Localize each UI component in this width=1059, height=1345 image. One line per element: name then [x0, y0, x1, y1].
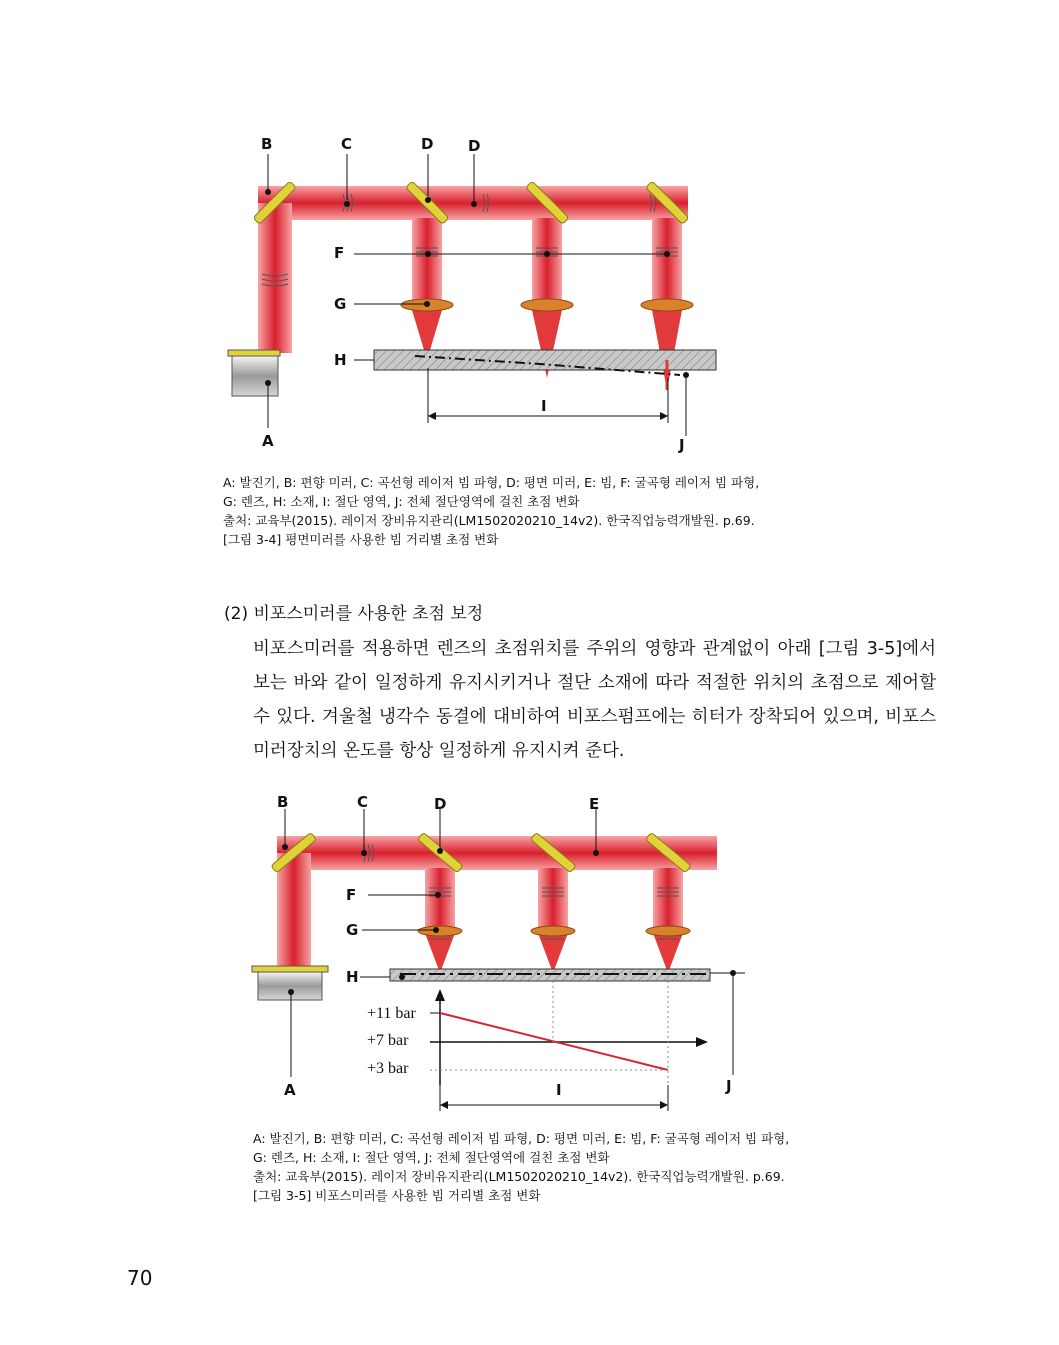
body-paragraph: 비포스미러를 적용하면 렌즈의 초점위치를 주위의 영향과 관계없이 아래 [그림 3-5]에서 보는 바와 같이 일정하게 유지시키거나 절단 소재에 따라 적절한 위치의 초점으로 제어할 수 있다. 겨울철 냉각수 동결에 대비하여 비포스펌프에는 히터가 장착되어 있으며, 비포스미러장치의 온도를 항상 일정하게 유지시켜 준다.	[253, 639, 936, 761]
lens-1	[418, 926, 462, 936]
down-beam-1	[425, 868, 455, 930]
caption-source: 출처: 교육부(2015). 레이저 장비유지관리(LM1502020210_14v2). 한국직업능력개발원. p.69.	[223, 513, 755, 528]
caption-source: 출처: 교육부(2015). 레이저 장비유지관리(LM1502020210_14v2). 한국직업능력개발원. p.69.	[253, 1169, 785, 1184]
caption-line: A: 발진기, B: 편향 미러, C: 곡선형 레이저 빔 파형, D: 평면 미러, E: 빔, F: 굴곡형 레이저 빔 파형,	[223, 475, 760, 490]
oscillator	[228, 350, 280, 396]
label-d: D	[434, 795, 447, 813]
oscillator	[252, 966, 328, 1000]
label-d1: D	[421, 135, 434, 153]
workpiece-material	[374, 350, 716, 370]
down-beam-3	[652, 218, 682, 304]
figure-3-5-caption	[253, 1129, 953, 1205]
oscillator-beam	[277, 853, 311, 968]
pressure-label-7: +7 bar	[367, 1032, 409, 1049]
label-b: B	[261, 135, 273, 153]
beam-diagram-flat-mirror	[210, 128, 730, 464]
lens-2	[521, 299, 573, 311]
label-i: I	[541, 397, 547, 415]
lens-2	[531, 926, 575, 936]
pressure-chart	[430, 981, 708, 1111]
label-j: J	[726, 1077, 732, 1095]
label-a: A	[262, 432, 274, 450]
pressure-label-3: +3 bar	[367, 1060, 409, 1077]
oscillator-beam	[258, 203, 292, 353]
label-f: F	[334, 244, 345, 262]
label-i: I	[556, 1081, 562, 1099]
lens-3	[646, 926, 690, 936]
caption-line: G: 렌즈, H: 소재, I: 절단 영역, J: 전체 절단영역에 걸친 초점 변화	[253, 1150, 610, 1165]
label-d2: D	[468, 137, 481, 155]
label-j: J	[679, 436, 685, 454]
section-heading: (2) 비포스미러를 사용한 초점 보정	[224, 604, 484, 624]
figure-3-4-caption	[223, 473, 923, 549]
figure-title: [그림 3-4] 평면미러를 사용한 빔 거리별 초점 변화	[223, 532, 499, 547]
page-number: 70	[127, 1266, 153, 1290]
beam-diagram-adaptive-mirror	[240, 785, 760, 1120]
label-c: C	[357, 793, 369, 811]
label-g: G	[334, 295, 347, 313]
down-beam-3	[653, 868, 683, 930]
figure-3-4	[210, 128, 730, 464]
label-g: G	[346, 921, 359, 939]
down-beam-2	[538, 868, 568, 930]
caption-line: G: 렌즈, H: 소재, I: 절단 영역, J: 전체 절단영역에 걸친 초점 변화	[223, 494, 580, 509]
label-c: C	[341, 135, 353, 153]
caption-line: A: 발진기, B: 편향 미러, C: 곡선형 레이저 빔 파형, D: 평면 미러, E: 빔, F: 굴곡형 레이저 빔 파형,	[253, 1131, 790, 1146]
label-h: H	[346, 968, 359, 986]
label-f: F	[346, 886, 357, 904]
label-e: E	[589, 795, 600, 813]
figure-3-5	[240, 785, 760, 1120]
label-a: A	[284, 1081, 296, 1099]
figure-title: [그림 3-5] 비포스미러를 사용한 빔 거리별 초점 변화	[253, 1188, 541, 1203]
down-beam-1	[412, 218, 442, 304]
pressure-label-11: +11 bar	[367, 1005, 416, 1022]
label-b: B	[277, 793, 289, 811]
down-beam-2	[532, 218, 562, 304]
lens-3	[641, 299, 693, 311]
label-h: H	[334, 351, 347, 369]
